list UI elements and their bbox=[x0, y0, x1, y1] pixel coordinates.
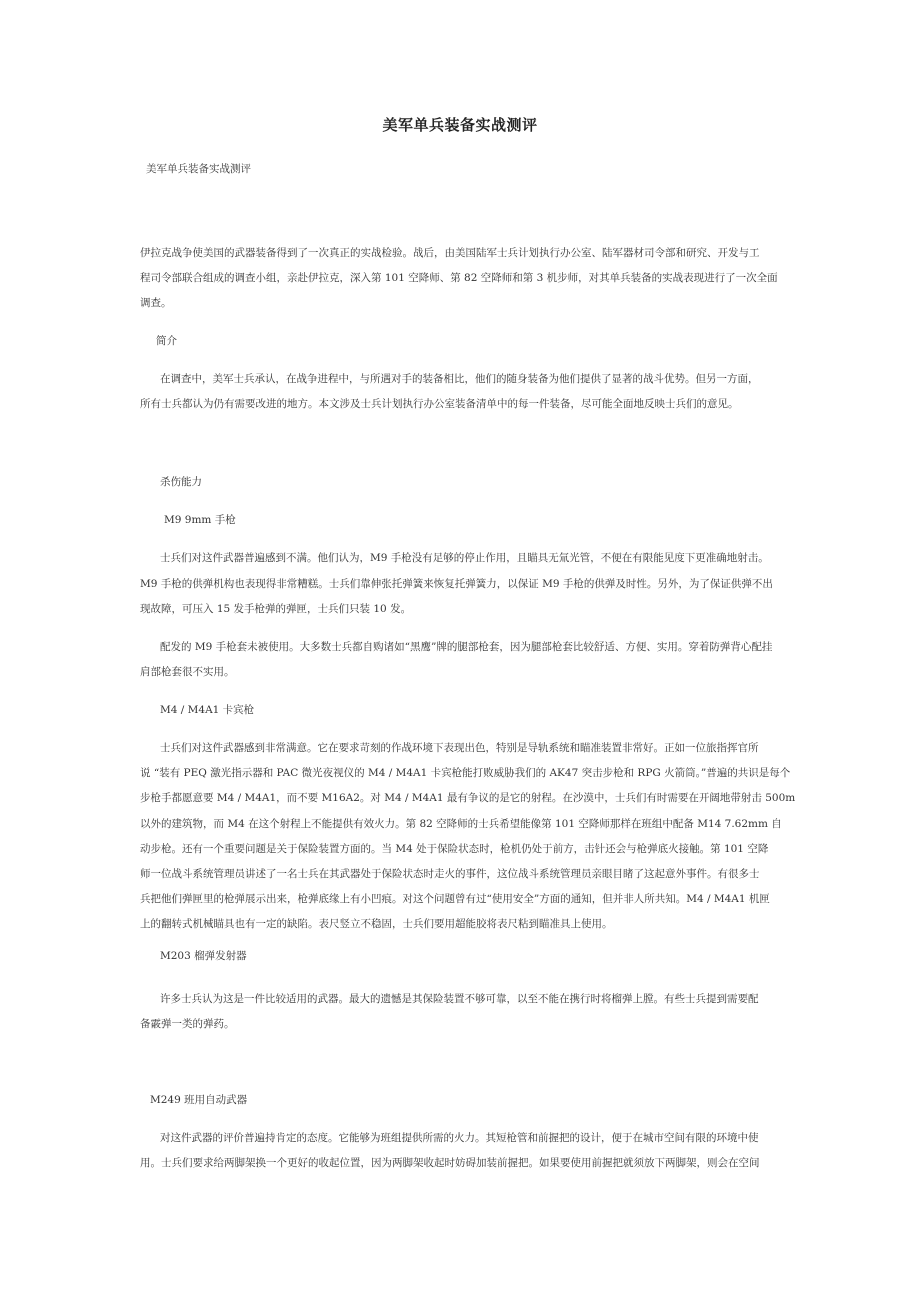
paragraph-line: 在调查中，美军士兵承认，在战争进程中，与所遇对手的装备相比，他们的随身装备为他们提供了显著的战斗优势。但另一方面， bbox=[160, 373, 759, 385]
paragraph-line: 以外的建筑物，而 M4 在这个射程上不能提供有效火力。第 82 空降师的士兵希望能像第 101 空降师那样在班组中配备 M14 7.62mm 自 bbox=[140, 818, 782, 830]
paragraph-line: 兵把他们弹匣里的枪弹展示出来，枪弹底缘上有小凹痕。对这个问题曾有过“使用安全”方面的通知，但并非人所共知。M4 / M4A1 机匣 bbox=[140, 893, 770, 905]
paragraph-line: 肩部枪套很不实用。 bbox=[140, 666, 235, 678]
paragraph-line: 调查。 bbox=[140, 297, 172, 309]
subtitle: 美军单兵装备实战测评 bbox=[146, 163, 251, 175]
subsection-heading: M9 9mm 手枪 bbox=[164, 514, 236, 526]
paragraph-line: 程司令部联合组成的调查小组，亲赴伊拉克，深入第 101 空降师、第 82 空降师和第 3 机步师，对其单兵装备的实战表现进行了一次全面 bbox=[140, 272, 778, 284]
paragraph-line: 上的翻转式机械瞄具也有一定的缺陷。表尺竖立不稳固，士兵们要用超能胶将表尺粘到瞄准具上使用。 bbox=[140, 918, 613, 930]
paragraph-line: M9 手枪的供弹机构也表现得非常糟糕。士兵们靠伸张托弹簧来恢复托弹簧力，以保证 M9 手枪的供弹及时性。另外，为了保证供弹不出 bbox=[140, 578, 773, 590]
paragraph-line: 士兵们对这件武器普遍感到不满。他们认为，M9 手枪没有足够的停止作用，且瞄具无氚光管，不便在有限能见度下更准确地射击。 bbox=[160, 552, 769, 564]
subsection-heading: M249 班用自动武器 bbox=[150, 1094, 248, 1106]
paragraph-line: 动步枪。还有一个重要问题是关于保险装置方面的。当 M4 处于保险状态时，枪机仍处于前方，击针还会与枪弹底火接触。第 101 空降 bbox=[140, 843, 769, 855]
paragraph-line: 配发的 M9 手枪套未被使用。大多数士兵都自购诸如“黑鹰”牌的腿部枪套，因为腿部枪套比较舒适、方便、实用。穿着防弹背心配挂 bbox=[160, 641, 773, 653]
paragraph-line: 现故障，可压入 15 发手枪弹的弹匣，士兵们只装 10 发。 bbox=[140, 603, 412, 615]
document-title: 美军单兵装备实战测评 bbox=[382, 116, 538, 134]
paragraph-line: 用。士兵们要求给两脚架换一个更好的收起位置，因为两脚架收起时妨碍加装前握把。如果要使用前握把就须放下两脚架，则会在空间 bbox=[140, 1157, 760, 1169]
paragraph-line: 对这件武器的评价普遍持肯定的态度。它能够为班组提供所需的火力。其短枪管和前握把的设计，便于在城市空间有限的环境中使 bbox=[160, 1132, 759, 1144]
paragraph-line: 师一位战斗系统管理员讲述了一名士兵在其武器处于保险状态时走火的事件，这位战斗系统管理员亲眼目睹了这起意外事件。有很多士 bbox=[140, 868, 760, 880]
subsection-heading: M203 榴弹发射器 bbox=[160, 950, 247, 962]
paragraph-line: 士兵们对这件武器感到非常满意。它在要求苛刻的作战环境下表现出色，特别是导轨系统和瞄准装置非常好。正如一位旅指挥官所 bbox=[160, 742, 759, 754]
paragraph-line: 所有士兵都认为仍有需要改进的地方。本文涉及士兵计划执行办公室装备清单中的每一件装备，尽可能全面地反映士兵们的意见。 bbox=[140, 398, 739, 410]
paragraph-line: 说 “装有 PEQ 激光指示器和 PAC 微光夜视仪的 M4 / M4A1 卡宾枪能打败威胁我们的 AK47 突击步枪和 RPG 火箭筒。”普遍的共识是每个 bbox=[140, 767, 791, 779]
paragraph-line: 步枪手都愿意要 M4 / M4A1，而不要 M16A2。对 M4 / M4A1 最有争议的是它的射程。在沙漠中，士兵们有时需要在开阔地带射击 500m bbox=[140, 792, 796, 804]
paragraph-line: 伊拉克战争使美国的武器装备得到了一次真正的实战检验。战后，由美国陆军士兵计划执行办公室、陆军器材司令部和研究、开发与工 bbox=[140, 247, 760, 259]
paragraph-line: 许多士兵认为这是一件比较适用的武器。最大的遗憾是其保险装置不够可靠，以至不能在携行时将榴弹上膛。有些士兵提到需要配 bbox=[160, 993, 759, 1005]
subsection-heading: M4 / M4A1 卡宾枪 bbox=[160, 704, 255, 716]
paragraph-line: 备霰弹一类的弹药。 bbox=[140, 1018, 235, 1030]
section-heading: 简介 bbox=[156, 335, 177, 347]
section-heading: 杀伤能力 bbox=[160, 476, 202, 488]
